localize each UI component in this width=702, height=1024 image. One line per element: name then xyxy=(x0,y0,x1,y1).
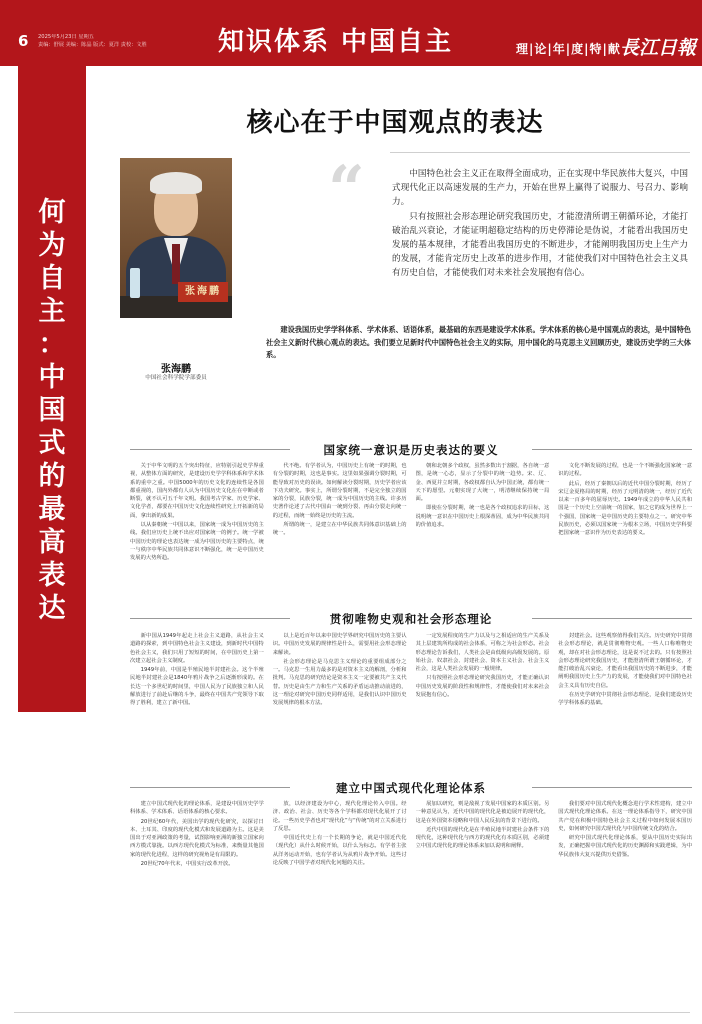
paragraph: 近代中国的现代化是在半殖民地半封建社会条件下的现代化，这种现代化与西方的现代化有本质区别，必须建立中国式现代化的理论体系来加以说明和阐释。 xyxy=(415,826,550,850)
section-body xyxy=(130,462,692,604)
edition-date: 2025年5月23日 星期五 xyxy=(38,34,94,40)
paragraph: 一定发展程度的生产力以及与之相适应的生产关系及其上层建筑所构成的社会体系，可称之为社会形态。社会形态理论告诉我们，人类社会是由低级向高级发展的。原始社会、奴隶社会、封建社会、资本主义社会、社会主义社会，这是人类社会发展的一般规律。 xyxy=(415,633,550,673)
photo-tie-shape xyxy=(172,244,180,284)
paragraph: 关于中华文明的五个突出特征，应特别引起史学界重视，从整体方面的研究，是建设历史学学科体系和学术体系的重中之重。中国5000年的历史文化的连续性是各国都重视的，国内外都有人认为中国历史文化在在中断或者断裂，就不认可五千年文明。我国考古学家、历史学家、文化学者，都要在中国历史文化连续性研究上开拓新的局面，拿出新的成果。 xyxy=(130,463,264,519)
paragraph: 1949年前，中国是半殖民地半封建社会。这个半殖民地半封建社会是1840年鸦片战争之后逐渐形成的。在长达一个多世纪的时间里，中国人民为了民族独立和人民解放进行了前赴后继的斗争，最终在中国共产党领导下取得了胜利，建立了新中国。 xyxy=(130,667,264,707)
section-heading: 贯彻唯物史观和社会形态理论 xyxy=(329,612,493,626)
page-header xyxy=(0,0,702,66)
lead-paragraph: 建设我国历史学学科体系、学术体系、话语体系，最基础的东西是建设学术体系。学术体系的核心是中国观点的表达，是中国特色社会主义新时代核心观点的表达。我们要立足新时代中国特色社会主义的实际，用中国化的马克思主义回顾历史，建设历史学的三大体系。 xyxy=(266,325,691,359)
quote-mark-icon: “ xyxy=(328,152,365,227)
pull-quote-paragraph: 只有按照社会形态理论研究我国历史，才能澄清所谓王朝循环论，才能打破治乱兴衰论，才能证明超稳定结构的历史停滞论是伪说，才能看出我国历史发展的基本规律，才能看出我国历史的不断进步，才能阐明我国历史上生产力的发展，才能肯定历史上改革的进步作用，才能使我们对中国特色社会主义具有历史自信，才能使我们对未来社会发展抱有信心。 xyxy=(392,211,688,279)
newspaper-logo: 長江日報 xyxy=(620,37,697,59)
paragraph: 中国近代史上有一个长期的争论，就是中国近代化（现代化）从什么时候开始，以什么为标志。有学者主张从洋务运动开始，也有学者认为从鸦片战争开始。这些讨论反映了中国学者对现代化问题的关注。 xyxy=(272,835,407,867)
vertical-title: 何 为 自 主 ： 中 国 式 的 最 高 表 达 xyxy=(38,197,66,624)
paragraph: 社会形态理论是马克思主义理论的重要组成部分之一。马克思一生用力最多的是对资本主义的解剖，分析和批判。马克思的研究结论是资本主义一定要被共产主义代替。历史是由生产力和生产关系的矛盾运动推动前进的，这一理论对研究中国历史同样适用，是我们认识中国历史发展规律的根本方法。 xyxy=(272,658,407,707)
paragraph: 即使在分裂时期，统一也是各个政权追求的目标，这说明统一意识在中国历史上根深蒂固，成为中华民族共同的价值追求。 xyxy=(415,505,550,529)
author-photo xyxy=(120,158,232,318)
edition-editors: 责编：舒展 美编：陈晶 版式：夏洋 责校：文胜 xyxy=(38,41,147,48)
text-column xyxy=(273,462,407,604)
section-heading: 建立中国式现代化理论体系 xyxy=(336,781,486,795)
photo-bottle-shape xyxy=(130,268,140,298)
text-column xyxy=(558,632,692,762)
article-title: 核心在于中国观点的表达 xyxy=(246,108,544,138)
text-column xyxy=(130,462,264,604)
text-column xyxy=(416,462,550,604)
photo-nameplate: 张海鹏 xyxy=(178,282,228,302)
text-column xyxy=(273,800,407,1006)
paragraph: 在历史学研究中贯彻社会形态理论，是我们建设历史学学科体系的基础。 xyxy=(558,692,692,707)
section-heading: 国家统一意识是历史表达的要义 xyxy=(323,443,499,457)
section-title: 知识体系 中国自主 xyxy=(218,27,454,57)
text-column xyxy=(416,800,550,1006)
photo-hair-shape xyxy=(150,172,202,194)
author-role: 中国社会科学院学部委员 xyxy=(145,375,207,381)
paragraph: 放，以经济建设为中心，现代化理论传入中国。经济、政治、社会、历史等各个学科都对现代化展开了讨论。一些历史学者也对“现代化”与“传统”的对立关系进行了反思。 xyxy=(272,801,407,832)
text-column xyxy=(273,632,407,762)
section-body xyxy=(130,632,692,762)
paragraph: 建立中国式现代化的理论体系，是建设中国历史学学科体系、学术体系、话语体系的核心要求。 xyxy=(130,801,264,816)
vertical-banner xyxy=(18,66,86,712)
series-label: 理|论|年|度|特|献 xyxy=(516,42,621,56)
paragraph: 文化不断发展的过程，也是一个不断强化国家统一意识的过程。 xyxy=(558,463,692,478)
pull-quote-paragraph: 中国特色社会主义正在取得全面成功，正在实现中华民族伟大复兴，中国式现代化正以高速发展的生产力，开始在世界上赢得了说服力、号召力、影响力。 xyxy=(392,169,688,208)
paragraph: 展加以研究，则是敌视了发展中国家的本质区别。另一种意见认为，近代中国的现代化是被迫展开的现代化，这是在外国资本侵略和中国人民反抗的背景下进行的。 xyxy=(415,801,550,824)
text-column xyxy=(558,800,692,1006)
paragraph: 以从秦朝统一中国以来，国家统一成为中国历史的主线。我们应历史上统不出应对国家统一的例子。统一学被中国历史的理论也表达统一成为中国历史的主要特点，统一与秩序中华民族共同体意识不断强化，统一是中国历史发展的大势所趋。 xyxy=(130,522,264,562)
paragraph: 20世纪60年代，美国出学的现代化研究，以探讨日本、土耳其、印度的现代化模式和发展道路为主。这是美国出于对亚洲政策的考量，试图影响亚洲的新独立国家向西方模式靠拢。以西方现代化模式为标准，来衡量其他国家的现代化进程，这样的研究视角是有局限的。 xyxy=(130,818,264,858)
pull-quote xyxy=(392,167,688,281)
page-number: 6 xyxy=(18,32,29,50)
paragraph: 代不绝。有学者认为，中国历史上有统一的时期，也有分裂的时期，这也是事实。这里如果强调分裂时期，可能导致对历史的误读。如何解读分裂时期，历史学者应该下功夫研究。事实上，所谓分裂时期，不是完全独立的国家的分裂，民族分裂，统一成为中国历史的主线。许多历史著作论述了古代中国由一统到分裂、再由分裂走向统一的过程，而统一始终是历史的主流。 xyxy=(272,463,407,519)
paragraph: 只有按照社会形态理论研究我国历史，才能正确认识中国历史发展的阶段性和规律性，才能使我们对未来社会发展抱有信心。 xyxy=(415,675,550,699)
text-column xyxy=(130,800,264,1006)
paragraph: 研究中国式现代化理论体系，要从中国历史实际出发，正确把握中国式现代化的历史渊源和实践逻辑，为中华民族伟大复兴提供历史借鉴。 xyxy=(558,835,692,858)
paragraph: 朝和北朝多个政权，虽然多数出于割据，各自统一意图，是统一心态，显示了分裂中的统一趋势。宋、辽、金、西夏并立时期，各政权都自认为中国正统，都有统一天下的愿望。元朝实现了大统一，明清继续保持统一局面。 xyxy=(415,463,550,503)
paragraph: 此后，经历了秦朝以后的近代中国分裂时期，经历了宋辽金夏格局的时期，经历了元明清的统一，经历了近代以来一百多年的屈辱历史。1949年成立的中华人民共和国是一个历史上空前统一的国家，加之它的成为世界上一个强国，国家统一是中国历史的主要特点之一。研究中华民族历史，必须以国家统一为根本立场，中国历史学科要把国家统一意识作为历史表达的要义。 xyxy=(558,480,692,537)
edition-meta xyxy=(38,34,178,49)
paragraph: 我们要对中国式现代化概念进行学术性建构，建立中国式现代化理论体系。在这一理论体系指导下，研究中国共产党在积极中国特色社会主义过程中如何发展本国历史，如何研究中国式现代化与中国传统文化的结合。 xyxy=(558,801,692,832)
paragraph: 所谓的统一，是建立在中华民族共同体意识基础上的统一。 xyxy=(272,522,407,537)
paragraph: 20世纪70年代末，中国实行改革开放。 xyxy=(140,861,234,868)
section-body xyxy=(130,800,692,1006)
paragraph: 以上是近百年以来中国史学界研究中国历史的主要认识。中国历史发展的规律性是什么，需要用社会形态理论来解读。 xyxy=(272,633,407,656)
paragraph: 封建社会。这些观察值得我们关注。历史研究中贯彻社会形态理论，就是贯彻唯物史观。一些人口称唯物史观，却在对社会形态理论，这是说不过去的。只有按照社会形态理论研究我国历史，才能澄清所谓王朝循环论，才能打破治乱兴衰论，才能看出我国历史的不断进步，才能阐明我国历史上生产力的发展，才能使我们对中国特色社会主义具有历史自信。 xyxy=(558,633,692,689)
quote-divider xyxy=(390,152,690,153)
author-name: 张海鹏 xyxy=(161,364,191,375)
paragraph: 新中国从1949年起走上社会主义道路，从社会主义道路的探索，到中国特色社会主义建设，到新时代中国特色社会主义，我们只用了短短的时间，在中国历史上第一次建立起社会主义制度。 xyxy=(130,633,264,664)
text-column xyxy=(130,632,264,762)
text-column xyxy=(416,632,550,762)
page-bottom-rule xyxy=(14,1012,690,1013)
text-column xyxy=(558,462,692,604)
